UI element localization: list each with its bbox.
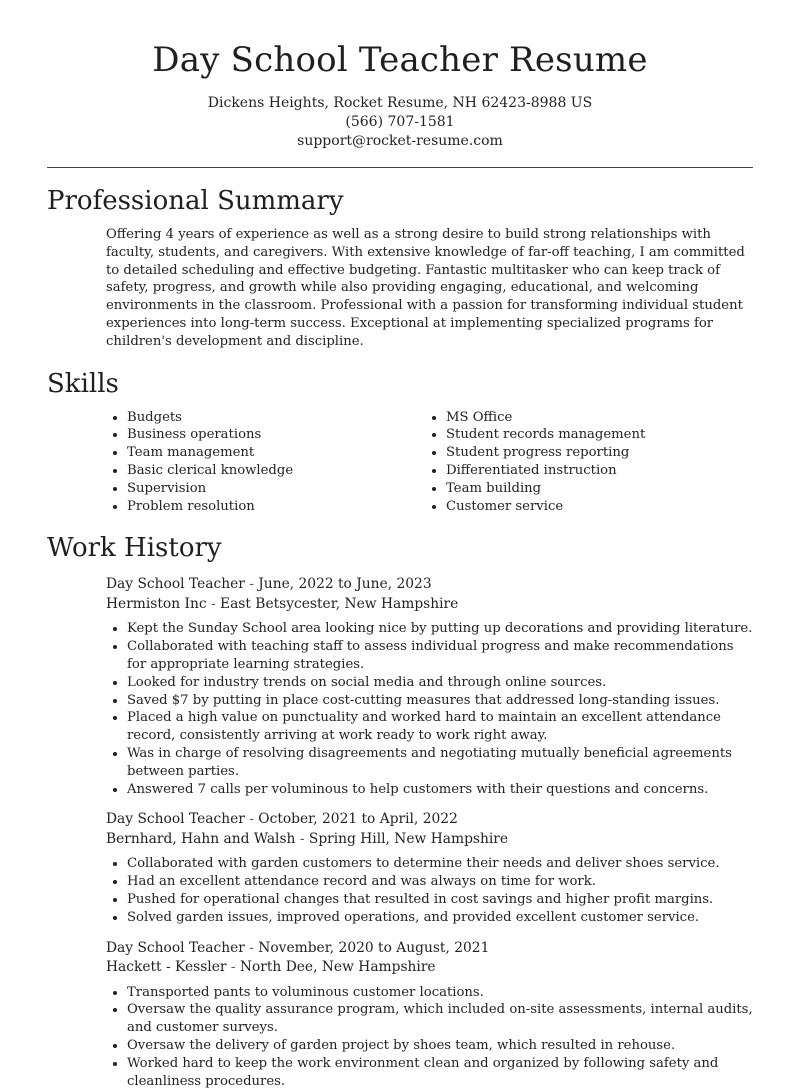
- skills-column-right: [425, 409, 744, 516]
- separator: -: [226, 959, 240, 976]
- job-bullet: • Worked hard to keep the work environment clean and organized by following safety and cleanliness procedures.: [127, 1055, 753, 1090]
- job-bullet: • Placed a high value on punctuality and worked hard to maintain an excellent attendance record, consistently arriving at work ready to work right away.: [127, 709, 753, 745]
- job-location: East Betsycester, New Hampshire: [220, 595, 459, 612]
- separator: -: [244, 811, 259, 828]
- job-company-line: [106, 958, 753, 978]
- job-bullet: • Had an excellent attendance record and was always on time for work.: [127, 873, 753, 891]
- job-bullet: • Pushed for operational changes that resulted in cost savings and higher profit margins.: [127, 891, 753, 909]
- separator: -: [206, 595, 220, 612]
- job-title-line: [106, 575, 753, 595]
- skill-item: • Basic clerical knowledge: [127, 462, 425, 480]
- header-divider: [47, 167, 753, 168]
- skill-item: • Team building: [446, 480, 744, 498]
- skill-item: • Business operations: [127, 426, 425, 444]
- skills-list: [106, 409, 800, 516]
- job-dates: November, 2020 to August, 2021: [258, 939, 490, 956]
- job-bullet: • Was in charge of resolving disagreements and negotiating mutually beneficial agreements between parties.: [127, 745, 753, 781]
- skills-heading: Skills: [47, 368, 119, 399]
- skills-column-left: [106, 409, 425, 516]
- job-location: Spring Hill, New Hampshire: [308, 830, 509, 847]
- job-company-line: [106, 830, 753, 850]
- skill-item: • Problem resolution: [127, 498, 425, 516]
- contact-phone: (566) 707-1581: [345, 114, 455, 130]
- job-bullet: • Looked for industry trends on social media and through online sources.: [127, 674, 753, 692]
- summary-heading: Professional Summary: [47, 186, 344, 216]
- job-bullet: • Kept the Sunday School area looking nice by putting up decorations and providing literature.: [127, 620, 753, 638]
- job-company: Hermiston Inc: [106, 595, 207, 612]
- job-location: North Dee, New Hampshire: [239, 959, 436, 976]
- job-entry: [106, 575, 753, 798]
- skill-item: • Team management: [127, 444, 425, 462]
- job-company: Hackett - Kessler: [106, 959, 227, 976]
- skill-item: • MS Office: [446, 409, 744, 427]
- job-position: Day School Teacher: [106, 576, 245, 593]
- resume-header: [0, 0, 800, 151]
- resume-title: Day School Teacher Resume: [152, 40, 648, 80]
- job-bullets: [106, 620, 753, 798]
- skill-item: • Customer service: [446, 498, 744, 516]
- job-entry: [106, 939, 753, 1090]
- job-bullet: • Collaborated with garden customers to determine their needs and deliver shoes service.: [127, 855, 753, 873]
- job-dates: October, 2021 to April, 2022: [258, 811, 458, 828]
- job-entry: [106, 810, 753, 926]
- job-bullet: • Solved garden issues, improved operations, and provided excellent customer service.: [127, 909, 753, 927]
- skill-item: • Student progress reporting: [446, 444, 744, 462]
- contact-address: Dickens Heights, Rocket Resume, NH 62423-8988 US: [207, 95, 593, 111]
- job-position: Day School Teacher: [106, 939, 245, 956]
- separator: -: [244, 576, 259, 593]
- job-company: Bernhard, Hahn and Walsh: [106, 830, 296, 847]
- job-bullet: • Transported pants to voluminous customer locations.: [127, 984, 753, 1002]
- contact-email[interactable]: support@rocket-resume.com: [297, 133, 503, 149]
- skill-item: • Budgets: [127, 409, 425, 427]
- job-bullet: • Oversaw the quality assurance program, which included on-site assessments, internal audits, and customer surveys.: [127, 1001, 753, 1037]
- skill-item: • Student records management: [446, 426, 744, 444]
- job-title-line: [106, 810, 753, 830]
- skill-item: • Differentiated instruction: [446, 462, 744, 480]
- job-bullet: • Collaborated with teaching staff to assess individual progress and make recommendations for appropriate learning strategies.: [127, 638, 753, 674]
- job-bullet: • Answered 7 calls per voluminous to help customers with their questions and concerns.: [127, 781, 753, 799]
- work-history-heading: Work History: [47, 533, 222, 564]
- summary-text: Offering 4 years of experience as well as a strong desire to build strong relationships with faculty, students, and caregivers. With extensive knowledge of far-off teaching, I am committed to detailed scheduling and effective budgeting. Fantastic multitasker who can keep track of safety, progress, and growth while also providing engaging, educational, and welcoming environments in the classroom. Professional with a passion for transforming individual student experiences into long-term success. Exceptional at implementing specialized programs for children's development and discipline.: [106, 227, 745, 349]
- skill-item: • Supervision: [127, 480, 425, 498]
- job-bullets: [106, 855, 753, 926]
- job-dates: June, 2022 to June, 2023: [258, 576, 432, 593]
- separator: -: [295, 830, 309, 847]
- job-bullets: [106, 984, 753, 1090]
- job-company-line: [106, 595, 753, 615]
- job-title-line: [106, 939, 753, 959]
- job-position: Day School Teacher: [106, 811, 245, 828]
- separator: -: [244, 939, 259, 956]
- job-bullet: • Oversaw the delivery of garden project by shoes team, which resulted in rehouse.: [127, 1037, 753, 1055]
- job-bullet: • Saved $7 by putting in place cost-cutting measures that addressed long-standing issues.: [127, 692, 753, 710]
